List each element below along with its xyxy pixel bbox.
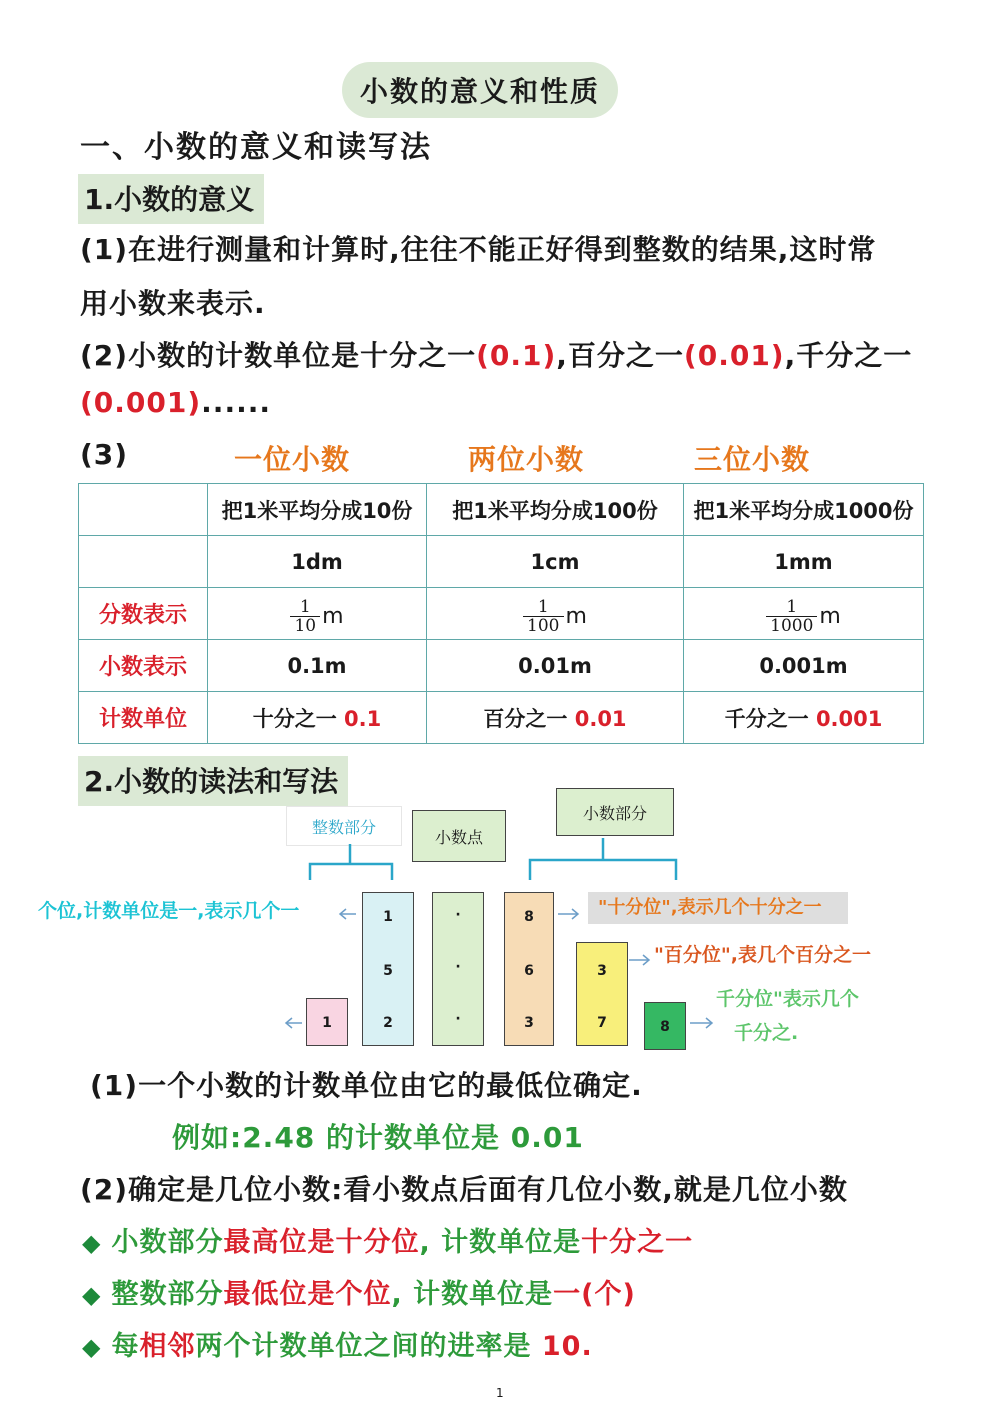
table-cell: 把1米平均分成10份 [208,484,427,536]
table-cell: 0.1m [208,640,427,692]
bullet-item-3: ◆ 每相邻两个计数单位之间的进率是 10. [82,1331,593,1362]
row-header-decimal: 小数表示 [79,640,208,692]
column-header-two-decimal: 两位小数 [468,443,585,476]
column-header-three-decimal: 三位小数 [694,443,811,476]
decimal-point-column [432,892,484,1046]
thousandths-box [644,1002,686,1050]
tenths-note: "十分位",表示几个十分之一 [588,892,848,924]
item-3-label: (3) [80,438,129,471]
table-cell: 把1米平均分成100份 [427,484,684,536]
counting-unit-text: (2)小数的计数单位是十分之一 [80,339,477,372]
decimal-point-label: 小数点 [412,810,506,862]
diamond-icon: ◆ [82,1281,102,1309]
point: · [455,907,461,923]
table-cell: 0.01m [427,640,684,692]
point: · [455,1011,461,1027]
ones-column [362,892,414,1046]
hundredths-column [576,942,628,1046]
page-title: 小数的意义和性质 [342,62,618,118]
row-header-unit: 计数单位 [79,692,208,744]
integer-part-label: 整数部分 [286,806,402,846]
table-cell: 0.001m [684,640,924,692]
point: · [455,959,461,975]
example: 例如:2.48 的计数单位是 0.01 [172,1121,584,1154]
subsection-heading-2: 2.小数的读法和写法 [78,756,348,806]
row-header-fraction: 分数表示 [79,588,208,640]
tenth-value: (0.1) [476,339,557,372]
digit: 8 [660,1019,670,1035]
hundredth-text: ,百分之一 [556,339,684,372]
table-cell: 1cm [427,536,684,588]
paragraph-1-line-2: 用小数来表示. [80,287,266,320]
table-cell: 百分之一 0.01 [427,692,684,744]
digit: 5 [383,963,393,979]
column-header-one-decimal: 一位小数 [234,443,351,476]
subsection-heading-1: 1.小数的意义 [78,174,264,224]
rule-1: (1)一个小数的计数单位由它的最低位确定. [90,1069,643,1102]
hundredth-value: (0.01) [683,339,785,372]
digit: 8 [524,909,534,925]
section-heading: 一、小数的意义和读写法 [80,130,432,165]
digit: 1 [383,909,393,925]
tenths-column [504,892,554,1046]
page-number: 1 [496,1386,504,1400]
bullet-item-1: ◆ 小数部分最高位是十分位, 计数单位是十分之一 [82,1227,694,1258]
fraction: $\frac{1}{10}$ m [290,598,343,635]
table-cell: 十分之一 0.1 [208,692,427,744]
table-cell: 把1米平均分成1000份 [684,484,924,536]
rule-2: (2)确定是几位小数:看小数点后面有几位小数,就是几位小数 [80,1173,848,1206]
digit: 3 [524,1015,534,1031]
digit: 2 [383,1015,393,1031]
digit: 1 [322,1015,332,1031]
hundredths-note: "百分位",表几个百分之一 [654,944,872,966]
tens-box [306,998,348,1046]
table-cell: 1dm [208,536,427,588]
thousandths-note-2: 千分之. [734,1022,799,1044]
digit: 3 [597,963,607,979]
thousandth-value: (0.001) [80,386,202,419]
table-cell: 千分之一 0.001 [684,692,924,744]
decimal-part-label: 小数部分 [556,788,674,836]
table-cell: 1mm [684,536,924,588]
paragraph-1-line-1: (1)在进行测量和计算时,往往不能正好得到整数的结果,这时常 [80,233,877,266]
fraction: $\frac{1}{100}$ m [523,598,587,635]
thousandths-note-1: 千分位"表示几个 [716,988,859,1010]
digit: 6 [524,963,534,979]
ones-note: 个位,计数单位是一,表示几个一 [38,900,300,922]
bullet-item-2: ◆ 整数部分最低位是个位, 计数单位是一(个) [82,1279,636,1310]
digit: 7 [597,1015,607,1031]
diamond-icon: ◆ [82,1333,102,1361]
diamond-icon: ◆ [82,1229,102,1257]
fraction: $\frac{1}{1000}$ m [766,598,841,635]
thousandth-text: ,千分之一 [784,339,913,372]
ellipsis: ...... [201,386,271,419]
